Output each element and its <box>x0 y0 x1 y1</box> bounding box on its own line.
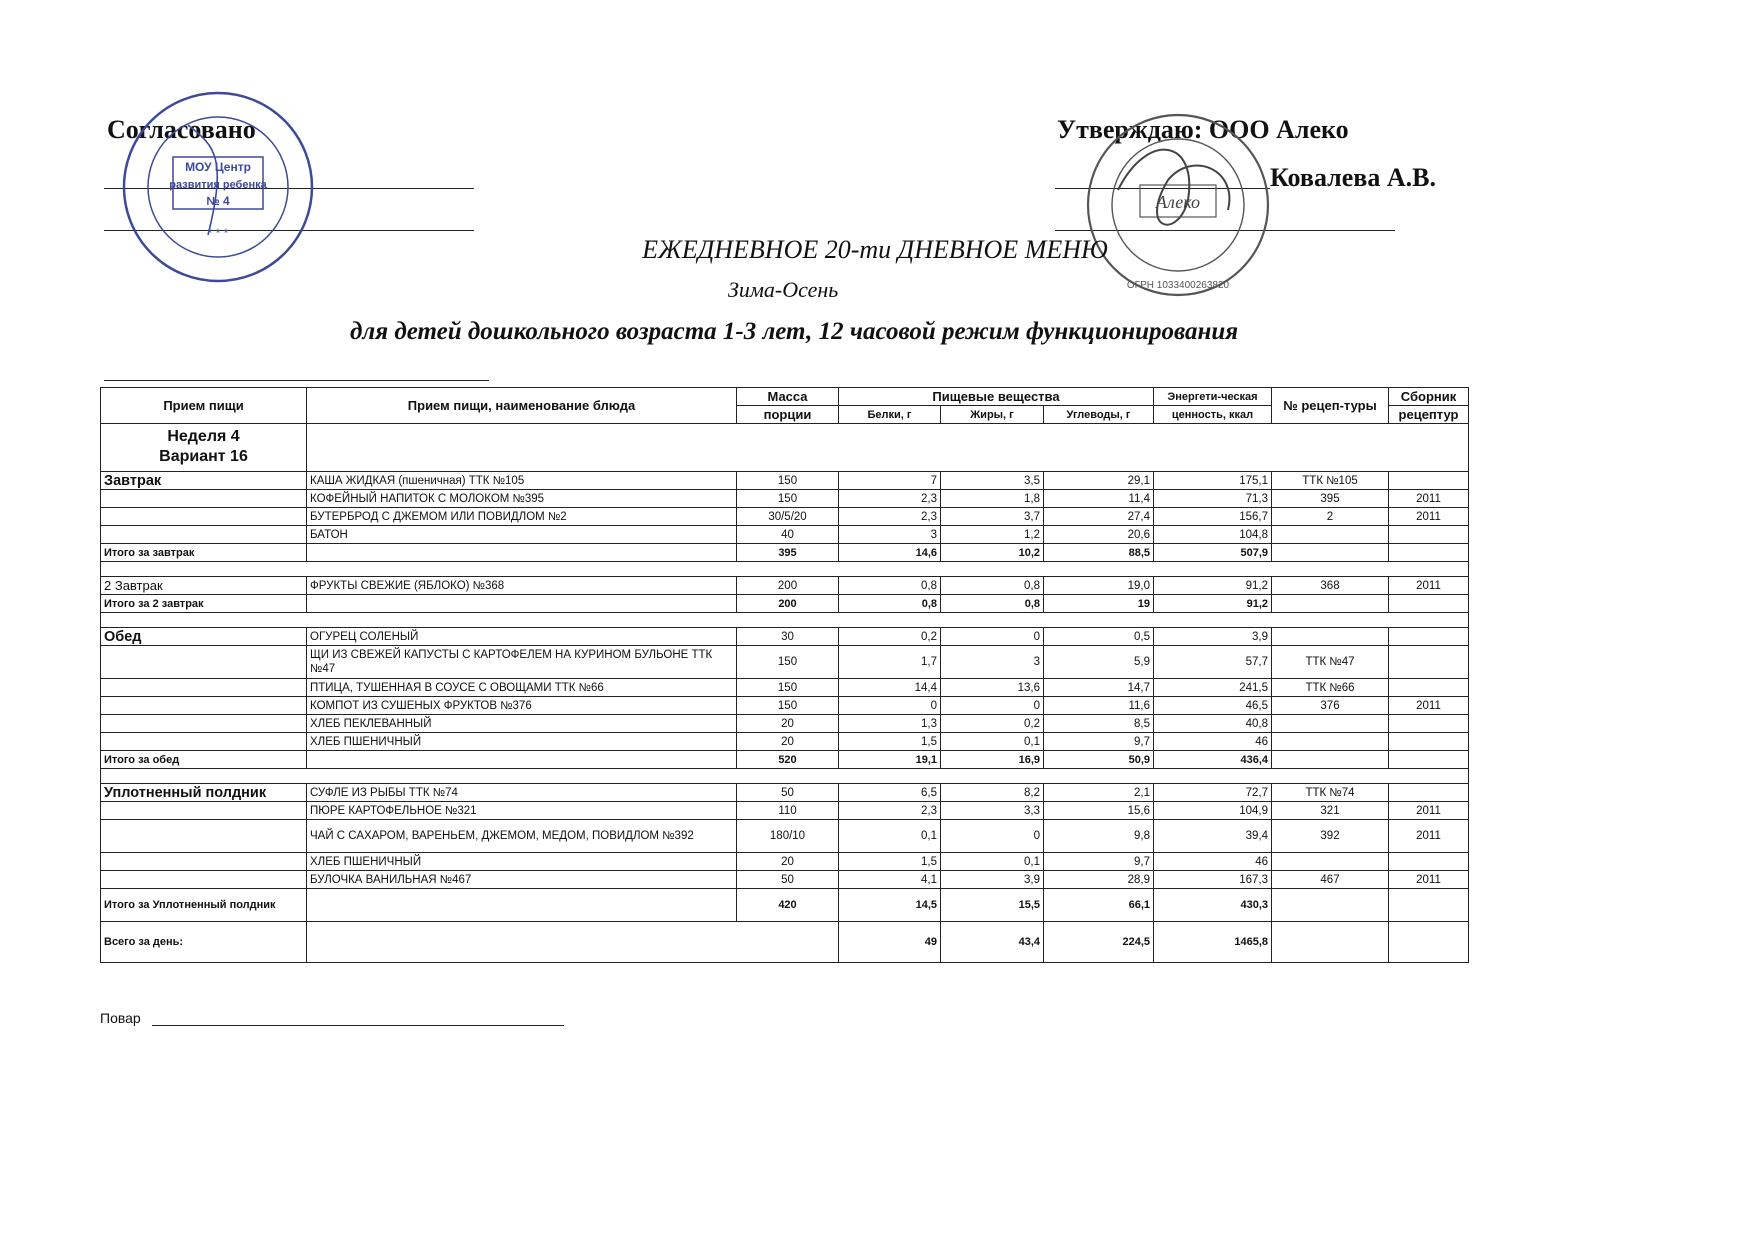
cell-f: 3,3 <box>941 802 1044 820</box>
dish-name: ХЛЕБ ПШЕНИЧНЫЙ <box>307 733 737 751</box>
cell-c: 11,6 <box>1044 697 1154 715</box>
cell-s: 2011 <box>1389 871 1469 889</box>
cell-s: 2011 <box>1389 820 1469 853</box>
header-recipe: № рецеп-туры <box>1272 388 1389 424</box>
dish-name: ФРУКТЫ СВЕЖИЕ (ЯБЛОКО) №368 <box>307 577 737 595</box>
cell-c: 15,6 <box>1044 802 1154 820</box>
cell-s: 2011 <box>1389 697 1469 715</box>
meal-label <box>101 733 307 751</box>
cell-mass: 20 <box>737 733 839 751</box>
total-p: 0,8 <box>839 595 941 613</box>
table-row <box>101 820 1469 853</box>
dish-name: КОФЕЙНЫЙ НАПИТОК С МОЛОКОМ №395 <box>307 490 737 508</box>
meal-label: Уплотненный полдник <box>101 784 307 802</box>
svg-text:№ 4: № 4 <box>206 194 230 208</box>
cell-e: 167,3 <box>1154 871 1272 889</box>
cell-mass: 20 <box>737 715 839 733</box>
header-collection: Сборник <box>1389 388 1469 406</box>
cell-e: 57,7 <box>1154 646 1272 679</box>
cell-e: 241,5 <box>1154 679 1272 697</box>
cell-r: 376 <box>1272 697 1389 715</box>
cell-mass: 30/5/20 <box>737 508 839 526</box>
cell-p: 6,5 <box>839 784 941 802</box>
svg-text:* * *: * * * <box>207 226 229 240</box>
menu-title: ЕЖЕДНЕВНОЕ 20-ти ДНЕВНОЕ МЕНЮ <box>642 235 1108 264</box>
total-row <box>101 544 1469 562</box>
day-total-protein: 49 <box>839 922 941 963</box>
cell-c: 2,1 <box>1044 784 1154 802</box>
table-row <box>101 679 1469 697</box>
meal-label: Обед <box>101 628 307 646</box>
total-label: Итого за обед <box>101 751 307 769</box>
total-c: 66,1 <box>1044 889 1154 922</box>
day-total-energy: 1465,8 <box>1154 922 1272 963</box>
header-dish: Прием пищи, наименование блюда <box>307 388 737 424</box>
meal-label <box>101 697 307 715</box>
meal-label <box>101 871 307 889</box>
cell-r: ТТК №66 <box>1272 679 1389 697</box>
total-row <box>101 595 1469 613</box>
menu-subtitle: для детей дошкольного возраста 1-3 лет, 12 часовой режим функционирования <box>350 318 1239 345</box>
total-e: 430,3 <box>1154 889 1272 922</box>
meal-label <box>101 679 307 697</box>
cell-mass: 50 <box>737 784 839 802</box>
cook-signature-line <box>152 1025 564 1026</box>
total-label: Итого за 2 завтрак <box>101 595 307 613</box>
cell-r: 392 <box>1272 820 1389 853</box>
header-nutrients: Пищевые вещества <box>839 388 1154 406</box>
cell-c: 9,8 <box>1044 820 1154 853</box>
svg-text:МОУ Центр: МОУ Центр <box>185 160 251 174</box>
cell-e: 46 <box>1154 733 1272 751</box>
cell-s: 2011 <box>1389 490 1469 508</box>
cell-e: 46,5 <box>1154 697 1272 715</box>
cell-f: 13,6 <box>941 679 1044 697</box>
cook-label: Повар <box>100 1010 141 1026</box>
cell-e: 39,4 <box>1154 820 1272 853</box>
cell-mass: 180/10 <box>737 820 839 853</box>
total-p: 19,1 <box>839 751 941 769</box>
header-meal: Прием пищи <box>101 388 307 424</box>
cell-mass: 150 <box>737 472 839 490</box>
cell-p: 1,5 <box>839 853 941 871</box>
dish-name: ХЛЕБ ПЕКЛЕВАННЫЙ <box>307 715 737 733</box>
cell-e: 71,3 <box>1154 490 1272 508</box>
cell-r <box>1272 853 1389 871</box>
meal-label <box>101 820 307 853</box>
cell-r <box>1272 526 1389 544</box>
table-row <box>101 733 1469 751</box>
breakfast-section <box>101 472 1469 562</box>
total-row <box>101 751 1469 769</box>
cell-c: 8,5 <box>1044 715 1154 733</box>
approved-label-left: Согласовано <box>107 115 256 144</box>
cell-s: 2011 <box>1389 508 1469 526</box>
cell-p: 14,4 <box>839 679 941 697</box>
meal-label <box>101 508 307 526</box>
cell-s <box>1389 715 1469 733</box>
total-c: 88,5 <box>1044 544 1154 562</box>
header-energy-unit: ценность, ккал <box>1154 406 1272 424</box>
total-mass: 420 <box>737 889 839 922</box>
approved-label-right: Утверждаю: ООО Алеко <box>1057 115 1349 144</box>
dish-name: БАТОН <box>307 526 737 544</box>
total-c: 50,9 <box>1044 751 1154 769</box>
cell-f: 0 <box>941 628 1044 646</box>
table-row <box>101 526 1469 544</box>
table-row <box>101 784 1469 802</box>
total-mass: 395 <box>737 544 839 562</box>
cell-r: 395 <box>1272 490 1389 508</box>
cell-e: 175,1 <box>1154 472 1272 490</box>
menu-season: Зима-Осень <box>728 277 839 302</box>
cell-r <box>1272 628 1389 646</box>
cell-c: 20,6 <box>1044 526 1154 544</box>
total-c: 19 <box>1044 595 1154 613</box>
cell-f: 3 <box>941 646 1044 679</box>
table-row <box>101 472 1469 490</box>
cell-s <box>1389 628 1469 646</box>
company-seal <box>1078 110 1278 300</box>
cell-p: 2,3 <box>839 802 941 820</box>
cell-s <box>1389 853 1469 871</box>
table-row <box>101 802 1469 820</box>
divider-line <box>104 380 489 381</box>
header-protein: Белки, г <box>839 406 941 424</box>
cell-r: 467 <box>1272 871 1389 889</box>
cell-p: 0,8 <box>839 577 941 595</box>
cell-c: 11,4 <box>1044 490 1154 508</box>
dish-name: ХЛЕБ ПШЕНИЧНЫЙ <box>307 853 737 871</box>
cell-e: 72,7 <box>1154 784 1272 802</box>
dish-name: БУТЕРБРОД С ДЖЕМОМ ИЛИ ПОВИДЛОМ №2 <box>307 508 737 526</box>
dish-name: ЧАЙ С САХАРОМ, ВАРЕНЬЕМ, ДЖЕМОМ, МЕДОМ, ПОВИДЛОМ №392 <box>307 820 737 853</box>
cell-r: ТТК №47 <box>1272 646 1389 679</box>
total-e: 91,2 <box>1154 595 1272 613</box>
cell-f: 8,2 <box>941 784 1044 802</box>
cell-c: 9,7 <box>1044 733 1154 751</box>
day-total-carbs: 224,5 <box>1044 922 1154 963</box>
cell-r: ТТК №105 <box>1272 472 1389 490</box>
cell-f: 3,7 <box>941 508 1044 526</box>
cell-s <box>1389 784 1469 802</box>
cell-p: 4,1 <box>839 871 941 889</box>
meal-label <box>101 853 307 871</box>
cell-f: 0,1 <box>941 733 1044 751</box>
total-label: Итого за Уплотненный полдник <box>101 889 307 922</box>
cell-p: 7 <box>839 472 941 490</box>
cell-p: 0,2 <box>839 628 941 646</box>
cell-p: 0,1 <box>839 820 941 853</box>
cell-f: 1,8 <box>941 490 1044 508</box>
cell-mass: 150 <box>737 646 839 679</box>
total-e: 507,9 <box>1154 544 1272 562</box>
header-fat: Жиры, г <box>941 406 1044 424</box>
dish-name: БУЛОЧКА ВАНИЛЬНАЯ №467 <box>307 871 737 889</box>
total-label: Итого за завтрак <box>101 544 307 562</box>
cell-e: 104,8 <box>1154 526 1272 544</box>
cell-p: 3 <box>839 526 941 544</box>
cell-f: 0,1 <box>941 853 1044 871</box>
breakfast2-section <box>101 577 1469 613</box>
dish-name: ЩИ ИЗ СВЕЖЕЙ КАПУСТЫ С КАРТОФЕЛЕМ НА КУРИНОМ БУЛЬОНЕ ТТК №47 <box>307 646 737 679</box>
cell-mass: 40 <box>737 526 839 544</box>
cell-p: 2,3 <box>839 508 941 526</box>
cell-p: 1,3 <box>839 715 941 733</box>
total-p: 14,6 <box>839 544 941 562</box>
cell-c: 27,4 <box>1044 508 1154 526</box>
table-row <box>101 628 1469 646</box>
week-variant: Неделя 4 Вариант 16 <box>101 424 307 472</box>
total-p: 14,5 <box>839 889 941 922</box>
total-row <box>101 889 1469 922</box>
meal-label <box>101 802 307 820</box>
header-mass: Масса <box>737 388 839 406</box>
cell-r: ТТК №74 <box>1272 784 1389 802</box>
menu-table <box>100 387 1469 963</box>
cell-r <box>1272 733 1389 751</box>
cell-c: 28,9 <box>1044 871 1154 889</box>
svg-text:развития ребенка: развития ребенка <box>169 179 267 191</box>
dish-name: ПЮРЕ КАРТОФЕЛЬНОЕ №321 <box>307 802 737 820</box>
cell-f: 3,9 <box>941 871 1044 889</box>
svg-text:ОГРН 1033400263820: ОГРН 1033400263820 <box>1126 280 1230 291</box>
cell-c: 9,7 <box>1044 853 1154 871</box>
cell-p: 1,7 <box>839 646 941 679</box>
cell-p: 1,5 <box>839 733 941 751</box>
dish-name: ОГУРЕЦ СОЛЕНЫЙ <box>307 628 737 646</box>
cell-r: 321 <box>1272 802 1389 820</box>
meal-label <box>101 526 307 544</box>
cell-mass: 50 <box>737 871 839 889</box>
cell-e: 46 <box>1154 853 1272 871</box>
cell-e: 40,8 <box>1154 715 1272 733</box>
meal-label: Завтрак <box>101 472 307 490</box>
cell-c: 29,1 <box>1044 472 1154 490</box>
cell-f: 0 <box>941 820 1044 853</box>
table-row <box>101 871 1469 889</box>
cell-mass: 150 <box>737 697 839 715</box>
cell-f: 0,8 <box>941 577 1044 595</box>
cell-s: 2011 <box>1389 577 1469 595</box>
cell-s <box>1389 472 1469 490</box>
header-carbs: Углеводы, г <box>1044 406 1154 424</box>
lunch-section <box>101 628 1469 769</box>
meal-label: 2 Завтрак <box>101 577 307 595</box>
total-f: 10,2 <box>941 544 1044 562</box>
cell-e: 91,2 <box>1154 577 1272 595</box>
cell-mass: 20 <box>737 853 839 871</box>
total-f: 16,9 <box>941 751 1044 769</box>
dish-name: КОМПОТ ИЗ СУШЕНЫХ ФРУКТОВ №376 <box>307 697 737 715</box>
cell-c: 5,9 <box>1044 646 1154 679</box>
table-row <box>101 577 1469 595</box>
cell-e: 156,7 <box>1154 508 1272 526</box>
cell-s <box>1389 733 1469 751</box>
signer-name: Ковалева А.В. <box>1270 163 1436 192</box>
day-total-fat: 43,4 <box>941 922 1044 963</box>
cell-f: 0,2 <box>941 715 1044 733</box>
total-f: 15,5 <box>941 889 1044 922</box>
dish-name: КАША ЖИДКАЯ (пшеничная) ТТК №105 <box>307 472 737 490</box>
table-row <box>101 853 1469 871</box>
cell-s: 2011 <box>1389 802 1469 820</box>
cell-f: 1,2 <box>941 526 1044 544</box>
cell-r <box>1272 715 1389 733</box>
header-mass-unit: порции <box>737 406 839 424</box>
cell-mass: 150 <box>737 490 839 508</box>
table-row <box>101 508 1469 526</box>
meal-label <box>101 646 307 679</box>
table-row <box>101 715 1469 733</box>
day-total-label: Всего за день: <box>101 922 307 963</box>
meal-label <box>101 490 307 508</box>
total-mass: 200 <box>737 595 839 613</box>
cell-mass: 150 <box>737 679 839 697</box>
dish-name: ПТИЦА, ТУШЕННАЯ В СОУСЕ С ОВОЩАМИ ТТК №66 <box>307 679 737 697</box>
cell-p: 2,3 <box>839 490 941 508</box>
total-f: 0,8 <box>941 595 1044 613</box>
cell-mass: 30 <box>737 628 839 646</box>
cell-p: 0 <box>839 697 941 715</box>
cell-c: 0,5 <box>1044 628 1154 646</box>
dish-name: СУФЛЕ ИЗ РЫБЫ ТТК №74 <box>307 784 737 802</box>
svg-text:Алеко: Алеко <box>1155 192 1201 212</box>
cell-mass: 110 <box>737 802 839 820</box>
cell-c: 19,0 <box>1044 577 1154 595</box>
snack-section <box>101 784 1469 922</box>
total-e: 436,4 <box>1154 751 1272 769</box>
table-row <box>101 490 1469 508</box>
cell-e: 3,9 <box>1154 628 1272 646</box>
cell-r: 2 <box>1272 508 1389 526</box>
cell-f: 0 <box>941 697 1044 715</box>
table-row <box>101 697 1469 715</box>
cell-s <box>1389 646 1469 679</box>
header-collection-sub: рецептур <box>1389 406 1469 424</box>
cell-e: 104,9 <box>1154 802 1272 820</box>
cell-s <box>1389 679 1469 697</box>
table-row <box>101 646 1469 679</box>
header-energy: Энергети-ческая <box>1154 388 1272 406</box>
cell-s <box>1389 526 1469 544</box>
cell-r: 368 <box>1272 577 1389 595</box>
cell-mass: 200 <box>737 577 839 595</box>
meal-label <box>101 715 307 733</box>
total-mass: 520 <box>737 751 839 769</box>
cell-c: 14,7 <box>1044 679 1154 697</box>
cell-f: 3,5 <box>941 472 1044 490</box>
